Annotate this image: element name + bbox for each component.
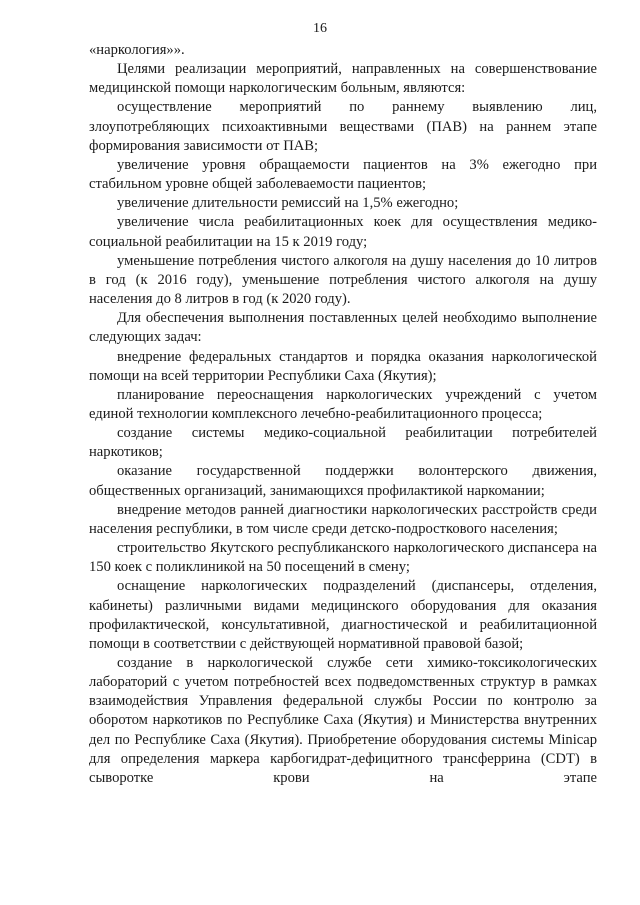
list-item: внедрение методов ранней диагностики наркологических расстройств среди населения республики, в том числе среди детско-подросткового населения; <box>89 501 597 537</box>
list-item: увеличение длительности ремиссий на 1,5% ежегодно; <box>117 195 459 212</box>
list-item: увеличение уровня обращаемости пациентов на 3% ежегодно при стабильном уровне общей заболеваемости пациентов; <box>89 156 597 193</box>
list-item: уменьшение потребления чистого алкоголя на душу населения до 10 литров в год (к 2016 году), уменьшение потребления чистого алкоголя на душу населения до 8 литров в год (к 2020 году). <box>89 252 597 308</box>
list-item: создание системы медико-социальной реабилитации потребителей наркотиков; <box>89 425 597 461</box>
list-item: внедрение федеральных стандартов и порядка оказания наркологической помощи на всей территории Республики Саха (Якутия); <box>89 348 597 384</box>
page-number: 16 <box>313 21 327 36</box>
body-text <box>89 41 597 788</box>
list-item: увеличение числа реабилитационных коек для осуществления медико-социальной реабилитации на 15 к 2019 году; <box>89 214 597 250</box>
list-item: оснащение наркологических подразделений (диспансеры, отделения, кабинеты) различными видами медицинского оборудования для оказания профилактической, консультативной, диагностической и реабилитационной помощи в соответствии с действующей нормативной правовой базой; <box>89 578 597 652</box>
list-item: строительство Якутского республиканского наркологического диспансера на 150 коек с поликлиникой на 50 посещений в смену; <box>89 540 597 576</box>
paragraph: «наркология»». <box>89 42 185 58</box>
list-item: осуществление мероприятий по раннему выявлению лиц, злоупотребляющих психоактивными веществами (ПАВ) на раннем этапе формирования зависимости от ПАВ; <box>89 99 597 154</box>
list-item: создание в наркологической службе сети химико-токсикологических лабораторий с учетом потребностей всех подведомственных структур в рамках взаимодействия Управления федеральной службы России по контролю за оборотом наркотиков по Республике Саха (Якутия) и Министерства внутренних дел по Республике Саха (Якутия). Приобретение оборудования системы Minicap для определения маркера карбогидрат-дефицитного трансферрина (CDT) в сыворотке крови на этапе <box>89 655 597 786</box>
paragraph: Для обеспечения выполнения поставленных целей необходимо выполнение следующих задач: <box>89 310 597 346</box>
list-item: оказание государственной поддержки волонтерского движения, общественных организаций, занимающихся профилактикой наркомании; <box>89 463 597 499</box>
paragraph: Целями реализации мероприятий, направленных на совершенствование медицинской помощи наркологическим больным, являются: <box>89 61 597 97</box>
list-item: планирование переоснащения наркологических учреждений с учетом единой технологии комплексного лечебно-реабилитационного процесса; <box>89 386 597 422</box>
